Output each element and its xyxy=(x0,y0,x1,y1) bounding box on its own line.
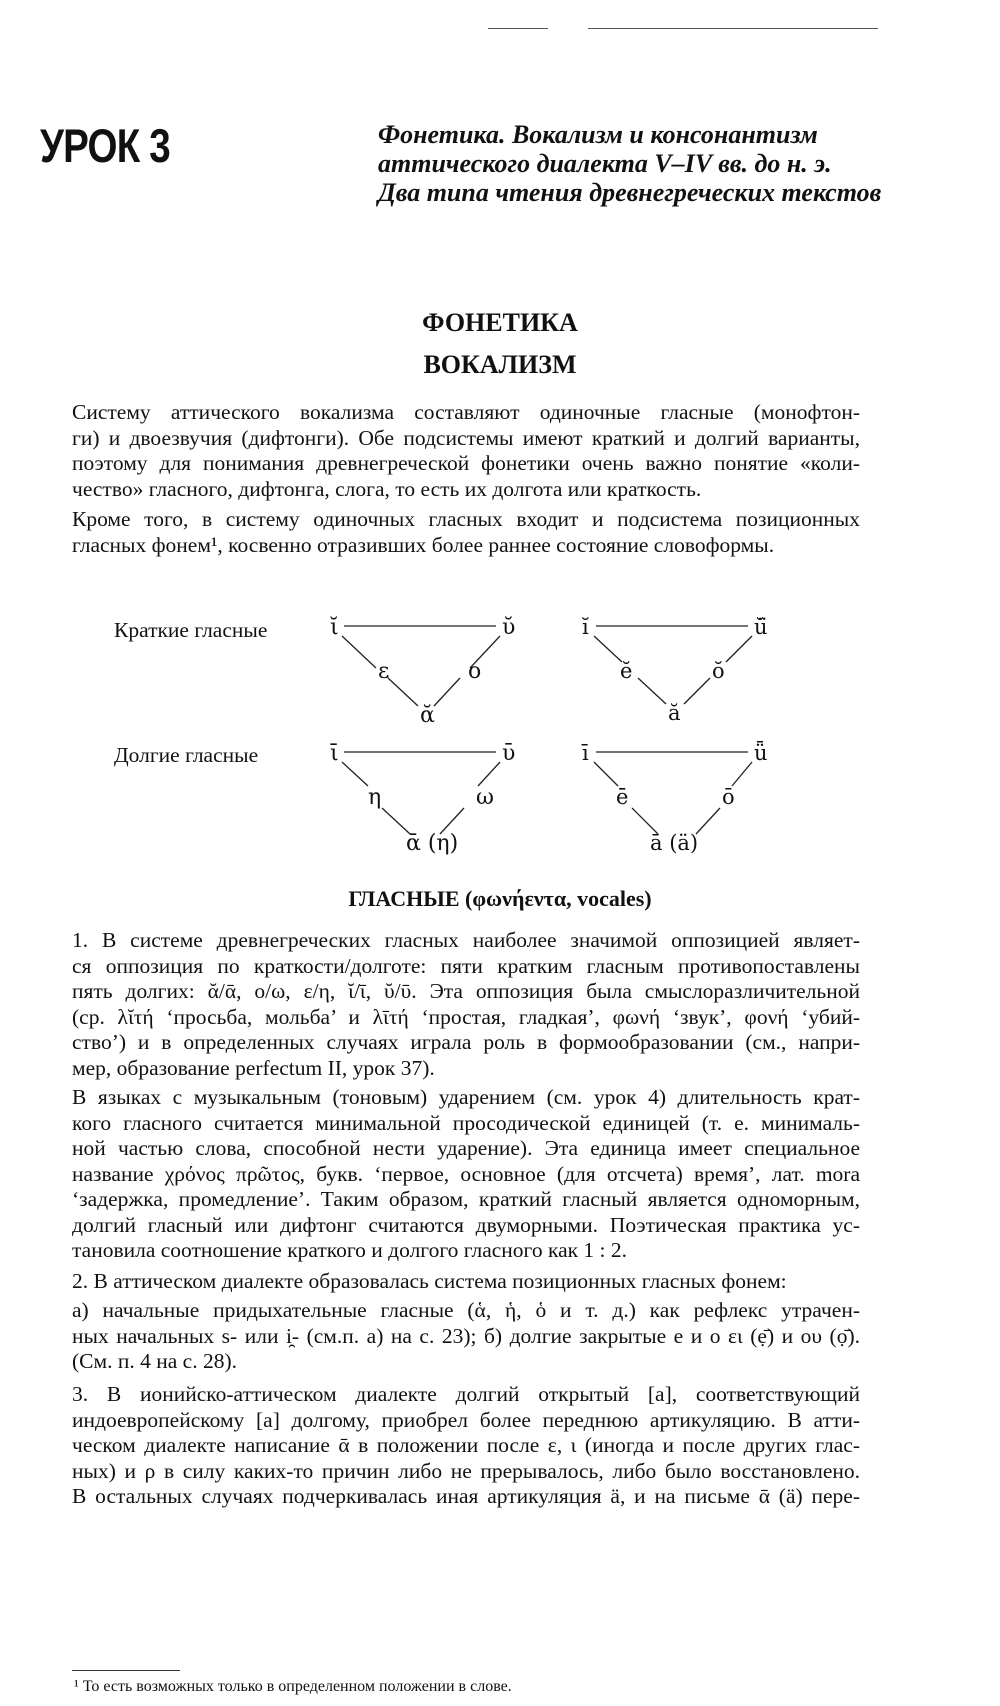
subsection-heading: ВОКАЛИЗМ xyxy=(423,350,577,379)
intro-paragraph-1 xyxy=(72,400,860,502)
vowel-top-left: ī xyxy=(582,741,589,765)
long-vowels-label: Долгие гласные xyxy=(114,743,259,767)
short-greek-vowel-triangle xyxy=(320,606,540,726)
triangle-right-line-lower xyxy=(434,678,460,706)
text-line: ство’) и в определенных случаях играла роль в формообразовании (см., напри- xyxy=(72,1030,860,1054)
body-paragraph-5 xyxy=(72,1382,860,1510)
subtitle-line: Фонетика. Вокализм и консонантизм xyxy=(378,120,818,149)
text-line: 3. В ионийско-аттическом диалекте долгий открытый [а], соответствующий xyxy=(72,1382,860,1406)
triangle-right-line-upper xyxy=(478,762,500,786)
footnote: ¹ То есть возможных только в определенном положении в слове. xyxy=(74,1678,512,1695)
text-line: пять долгих: ᾰ/ᾱ, ο/ω, ε/η, ῐ/ῑ, ῠ/ῡ. Эта оппозиция была смыслоразличительной xyxy=(72,979,860,1003)
header-rule-long xyxy=(588,28,878,29)
vowel-bottom: ᾰ xyxy=(420,703,435,728)
text-line: ся оппозиция по краткости/долготе: пяти кратким гласным противопоставлены xyxy=(72,953,860,978)
vowel-bottom: ă xyxy=(668,701,681,725)
text-line: В остальных случаях подчеркивалась иная артикуляция ä, и на письме ᾱ (ä) пере- xyxy=(72,1484,860,1508)
vowel-mid-right: ω xyxy=(476,785,494,810)
triangle-left-line-lower xyxy=(638,678,666,704)
vowel-mid-right: ō xyxy=(722,785,735,809)
header-rule-short xyxy=(488,28,548,29)
vowel-top-left: ῑ xyxy=(330,741,339,766)
section-heading: ФОНЕТИКА xyxy=(422,308,578,337)
vowel-bottom: ᾱ (η) xyxy=(406,831,459,856)
vowel-mid-left: ē xyxy=(616,785,629,809)
text-line: а) начальные придыхательные гласные (ἁ, ἡ, ὁ и т. д.) как рефлекс утрачен- xyxy=(72,1298,860,1322)
text-line: тановила соотношение краткого и долгого гласного как 1 : 2. xyxy=(72,1238,628,1262)
short-vowels-label: Краткие гласные xyxy=(114,618,268,642)
text-line: название χρόνος πρῶτος, букв. ‘первое, основное (для отсчета) время’, лат. mora xyxy=(72,1161,860,1186)
text-line: индоевропейскому [а] долгому, приобрел более переднюю артикуляцию. В атти- xyxy=(72,1407,860,1432)
footnote-separator xyxy=(72,1670,180,1671)
lesson-subtitle xyxy=(378,120,938,207)
text-line: 1. В системе древнегреческих гласных наиболее значимой оппозицией являет- xyxy=(72,928,860,952)
text-line: Кроме того, в систему одиночных гласных входит и подсистема позиционных xyxy=(72,507,860,531)
text-line: ‘задержка, промедление’. Таким образом, краткий гласный является одноморным, xyxy=(72,1187,860,1211)
text-line: ги) и двоезвучия (дифтонги). Обе подсистемы имеют краткий и долгий варианты, xyxy=(72,425,860,450)
vowel-bottom: ā (ä) xyxy=(650,831,699,855)
triangle-right-line-lower xyxy=(684,678,710,704)
vowel-top-left: ῐ xyxy=(330,615,339,640)
text-line: 2. В аттическом диалекте образовалась система позиционных гласных фонем: xyxy=(72,1269,787,1293)
vowel-top-right: ῡ xyxy=(502,741,516,766)
intro-paragraph-2 xyxy=(72,507,860,558)
vowel-mid-left: η xyxy=(368,785,382,810)
vowel-mid-right: ŏ xyxy=(712,659,725,683)
triangle-left-line-upper xyxy=(594,762,618,786)
triangle-right-line-upper xyxy=(726,636,752,662)
text-line: гласных фонем¹, косвенно отразивших более раннее состояние словоформы. xyxy=(72,532,775,557)
text-line: ных) и ρ в силу каких-то причин либо не прерывалось, либо было восстановлено. xyxy=(72,1458,860,1483)
text-line: ческом диалекте написание ᾱ в положении после ε, ι (иногда и после других глас- xyxy=(72,1433,860,1457)
text-line: поэтому для понимания древнегреческой фонетики очень важно понятие «коли- xyxy=(72,451,860,475)
text-line: мер, образование perfectum II, урок 37). xyxy=(72,1055,435,1080)
body-paragraph-2 xyxy=(72,1085,860,1264)
long-latin-vowel-triangle xyxy=(572,730,792,860)
vowel-mid-left: ĕ xyxy=(620,659,633,683)
lesson-title: УРОК 3 xyxy=(40,119,170,172)
vowel-top-right: ŭ̈ xyxy=(754,615,768,639)
text-line: (ср. λῐτή ‘просьба, мольба’ и λῑτή ‘простая, гладкая’, φωνή ‘звук’, φονή ‘убий- xyxy=(72,1004,860,1029)
header-rules xyxy=(488,28,888,32)
vowels-heading: ГЛАСНЫЕ (φωνήεντα, vocales) xyxy=(348,886,652,911)
vowel-mid-right: ο xyxy=(468,659,482,684)
triangle-right-line-upper xyxy=(732,762,752,786)
text-line: ных начальных s- или i̯- (см.п. а) на с. 23); б) долгие закрытые е и о ει (ẹ̄) и ου (ọ̄). xyxy=(72,1323,860,1348)
vowel-top-right: ῠ xyxy=(502,615,516,640)
long-greek-vowel-triangle xyxy=(320,730,540,860)
subtitle-line: аттического диалекта V–IV вв. до н. э. xyxy=(378,149,832,178)
vowel-top-right: ǖ xyxy=(754,741,768,765)
triangle-left-line-upper xyxy=(342,636,376,668)
triangle-left-line-upper xyxy=(342,762,368,786)
short-latin-vowel-triangle xyxy=(572,606,792,726)
body-paragraph-1 xyxy=(72,928,860,1081)
text-line: кого гласного считается минимальной просодической единицей (т. е. минималь- xyxy=(72,1110,860,1135)
triangle-left-line-upper xyxy=(594,636,622,662)
body-paragraph-3 xyxy=(72,1269,860,1295)
text-line: чество» гласного, дифтонга, слога, то есть их долгота или краткость. xyxy=(72,476,702,501)
subtitle-line: Два типа чтения древнегреческих текстов xyxy=(378,178,882,207)
vowel-mid-left: ε xyxy=(378,659,390,684)
text-line: В языках с музыкальным (тоновым) ударением (см. урок 4) длительность крат- xyxy=(72,1085,860,1109)
text-line: Систему аттического вокализма составляют одиночные гласные (монофтон- xyxy=(72,400,860,424)
text-line: (См. п. 4 на с. 28). xyxy=(72,1349,237,1373)
triangle-right-line-lower xyxy=(696,808,720,834)
vowel-top-left: ĭ xyxy=(582,615,589,639)
text-line: долгий гласный или дифтонг считаются двуморными. Поэтическая практика ус- xyxy=(72,1212,860,1237)
body-paragraph-4 xyxy=(72,1298,860,1375)
text-line: ной частью слова, способной нести ударение). Эта единица имеет специальное xyxy=(72,1136,860,1160)
triangle-left-line-lower xyxy=(388,678,418,706)
